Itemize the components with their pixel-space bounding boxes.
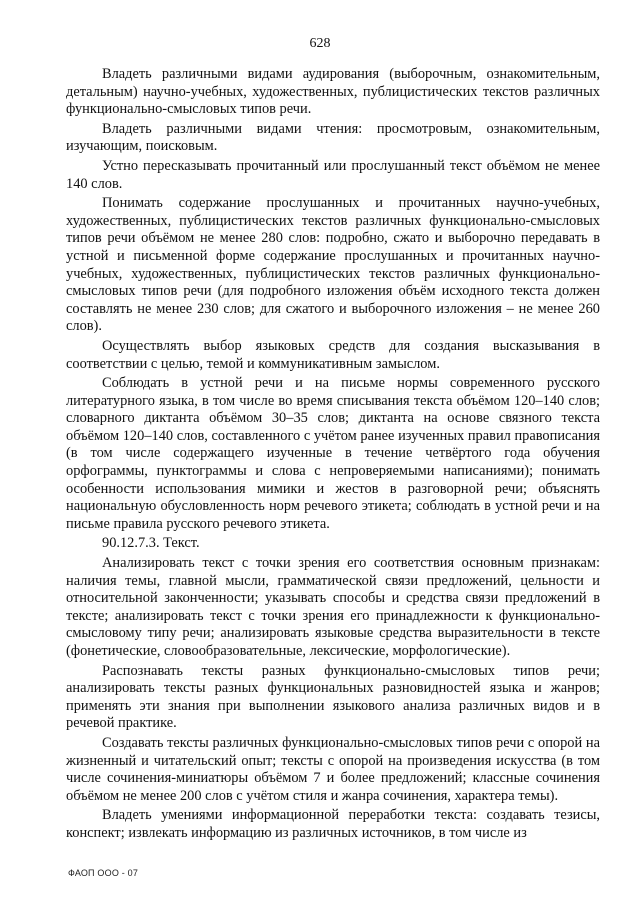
paragraph-creating-texts: Создавать тексты различных функционально-смысловых типов речи с опорой на жизненный и читательский опыт; тексты с опорой на произведения искусства (в том числе сочинения-миниатюры объёмом 7 и более предложений; классные сочинения объёмом не менее 200 слов с учётом стиля и жанра сочинения, характера темы). (66, 734, 600, 804)
page-number: 628 (309, 36, 331, 51)
paragraph-language-means: Осуществлять выбор языковых средств для создания высказывания в соответствии с целью, темой и коммуникативным замыслом. (66, 337, 600, 372)
paragraph-listening: Владеть различными видами аудирования (выборочным, ознакомительным, детальным) научно-учебных, художественных, публицистических текстов различных функционально-смысловых типов речи. (66, 66, 600, 118)
paragraph-recognition: Распознавать тексты разных функционально-смысловых типов речи; анализировать тексты разных функциональных разновидностей языка и жанров; применять эти знания при выполнении языкового анализа различных видов и в речевой практике. (66, 662, 600, 732)
paragraph-reading: Владеть различными видами чтения: просмотровым, ознакомительным, изучающим, поисковым. (66, 120, 600, 155)
footer-code: ФАОП ООО - 07 (68, 868, 139, 878)
paragraph-information-processing: Владеть умениями информационной переработки текста: создавать тезисы, конспект; извлекать информацию из различных источников, в том числе из (66, 807, 600, 841)
paragraph-text-analysis: Анализировать текст с точки зрения его соответствия основным признакам: наличия темы, главной мысли, грамматической связи предложений, цельности и относительной законченности; указывать способы и средства связи предложений в тексте; анализировать текст с точки зрения его принадлежности к функционально-смысловому типу речи; анализировать языковые средства выразительности в тексте (фонетические, словообразовательные, лексические, морфологические). (66, 555, 600, 659)
paragraph-retelling: Устно пересказывать прочитанный или прослушанный текст объёмом не менее 140 слов. (66, 157, 600, 192)
paragraph-norms: Соблюдать в устной речи и на письме нормы современного русского литературного языка, в том числе во время списывания текста объёмом 120–140 слов; словарного диктанта объёмом 30–35 слов; диктанта на основе связного текста объёмом 120–140 слов, составленного с учётом ранее изученных правил правописания (в том числе содержащего изученные в течение четвёртого года обучения орфограммы, пунктограммы и слова с непроверяемыми написаниями); понимать особенности использования мимики и жестов в разговорной речи; объяснять национальную обусловленность норм речевого этикета; соблюдать в устной речи и на письме правила русского речевого этикета. (66, 375, 600, 532)
section-heading: 90.12.7.3. Текст. (102, 535, 200, 552)
paragraph-understanding: Понимать содержание прослушанных и прочитанных научно-учебных, художественных, публицистических текстов различных функционально-смысловых типов речи объёмом не менее 280 слов: подробно, сжато и выборочно передавать в устной и письменной форме содержание прослушанных и прочитанных научно-учебных, художественных, публицистических текстов различных функционально-смысловых типов речи (для подробного изложения объём исходного текста должен составлять не менее 230 слов; для сжатого и выборочного изложения – не менее 260 слов). (66, 195, 600, 335)
page-body (66, 66, 600, 845)
